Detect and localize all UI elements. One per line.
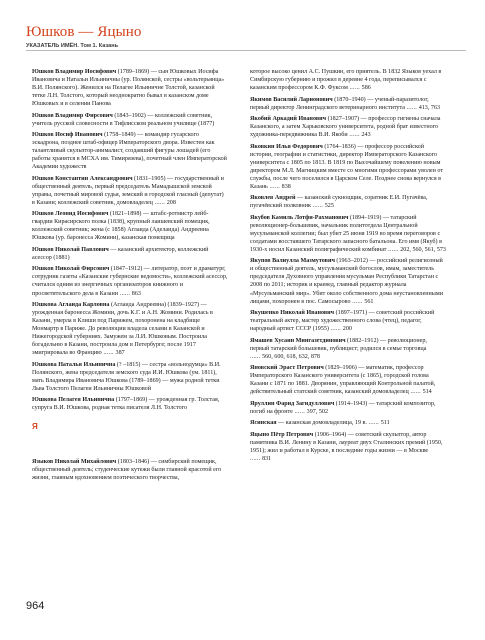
index-entry [250,194,446,210]
index-entry [250,214,446,254]
entry-page-ref [367,420,390,426]
running-header [26,24,466,50]
leader-dots: ...... [310,203,325,210]
page-number: 964 [26,600,45,612]
entry-description: (1843–1902) — коллежский советник, учитель русской словесности в Тифлисском реальном училище (1877) [32,112,215,127]
entry-description: (1882–1912) — революционер, первый татарский большевик, публицист; родился в семье торговца [250,337,427,352]
entry-description: (1764–1836) — профессор российской истории, географии и статистики, директор Императорского Казанского университета с 1805 по 1813. В 1819 по Высочайшему повелению новым директором М.Л. Магницким вместе со многими профессорами уволен от службы, после чего поселился в Царском Селе. Позднее снова вернулся в Казань [250,143,444,190]
entry-name: Юшков Леонид Иосифович [32,211,109,218]
entry-description: (1829–1906) — математик, профессор Императорского Казанского университета (с 1865), городской голова Казани с 1871 по 1881. Дворянин, управляющий Контрольной палатой, действительный статский советник, казанский домовладелец [250,365,436,396]
entry-name: Юшков Николай Фирсович [32,266,110,273]
entry-page-number: 511 [380,420,390,427]
entry-description: (1870–1940) — ученый-паразитолог, первый директор Ленинградского ветеринарного института [250,96,429,111]
entry-page-ref [311,203,334,209]
entry-page-ref [102,350,125,356]
index-entry [250,68,446,92]
header-title: Юшков — Яцыно [26,24,142,40]
entry-description: (1963–2012) — российский религиозный и общественный деятель, мусульманский богослов, имам, заместитель председателя Духовного управления мусульман Республики Татарстан с 2008 по 2011; историк и краевед, главный редактор журнала «Мусульманский мир». Убит около собственного дома неустановленными лицами, похоронен в пос. Самосырово [250,258,444,305]
entry-page-number: 561 [364,298,374,305]
entry-name: Юшков Владимир Иосифович [32,69,117,75]
entry-page-number: 387 [115,350,125,357]
entry-page-number: 863 [131,290,141,297]
entry-page-ref [348,85,371,91]
entry-page-ref [386,247,446,253]
entry-page-number: 208 [166,199,176,206]
entry-page-number: 586 [361,85,371,92]
index-entry [250,337,446,361]
entry-page-ref [351,299,374,305]
index-entry [250,115,446,139]
entry-page-number: 200 [342,326,352,333]
entry-description: (1906–1964) — советский скульптор, автор памятника В.И. Ленину в Казани, лауреат двух Сталинских премий (1950, 1951); жил и работал в Курске, в последние годы жизни — в Москве [250,431,443,454]
entry-description: (1758–1849) — командир гусарского эскадрона, позднее штаб-офицер Императорского двора. Известен как талантливый скульптор-анималист, создавший фигуры лошадей (его работы хранятся в МСХА им. Тимирязева), почетный член Императорской Академии художеств [32,132,227,171]
entry-page-ref [250,354,320,360]
entry-name: Юшкова Наталья Ильинична [32,361,116,368]
entry-page-number: 202, 560, 561, 573 [400,246,446,253]
leader-dots: ...... [101,350,116,357]
entry-name: Яковлев Андрей [250,195,296,202]
entry-name: Якимов Василий Ларионович [250,96,333,103]
index-entry [32,265,228,297]
section-letter: Я [32,422,38,432]
entry-name: Юшков Иосиф Иванович [32,132,103,139]
entry-description: (1821–1898) — штабс-ротмистр лейб-гвардии Кирасирского полка (1838), крупный лаишевский помещик, коллежский советник; жена (с 1858) Аглаида (Аделаида) Андреевна Юшкова (ур. баронесса Жомини), казанская помещица [32,211,210,242]
entry-page-ref [118,291,141,297]
leader-dots: ...... [118,290,132,297]
index-entry [32,396,228,412]
leader-dots: ...... [386,246,401,253]
entry-name: Юшкова Аглаида Карловна [32,301,110,308]
entry-page-number: 397, 502 [306,408,328,415]
entry-name: Яруллин Фарид Загидуллович [250,400,335,407]
index-entry [250,419,446,427]
index-entry [32,458,228,482]
index-entry [32,131,228,171]
entry-name: Яновский Эраст Петрович [250,365,324,372]
entry-description: (1897–1971) — советский российский театральный актер, мастер художественного слова (чтец), педагог, народный артист СССР (1955) [250,310,435,333]
index-entry [32,112,228,128]
index-entry [32,175,228,207]
entry-page-ref [348,132,371,138]
entry-page-number: 838 [281,183,291,190]
leader-dots: ...... [152,199,167,206]
index-entry [250,257,446,305]
entry-description: (Аглаида Андреевна) (1839–1927) — урожденная баронесса Жомини, дочь К.Г. и А.Н. Жомини. Родилась в Казани, умерла в Клиши под Парижем, похоронена на кладбище Монмартр в Париже. До революции владела селами в Казанской и Нижегородской губерниях. Замужем за Л.И. Юшковым. Построила богадельню в Казани, построила дом в Петербурге; после 1917 эмигрировала во Францию [32,301,213,357]
entry-name: Ямашев Хусаин Мингазетдинович [250,337,346,344]
right-column [250,68,446,466]
leader-dots: ...... [292,408,307,415]
index-entry [250,400,446,416]
entry-description: — казанский сукноцщик, соратник Е.И. Пугачёва, пугачёвский полковник [250,195,428,210]
leader-dots: ...... [347,85,362,92]
index-entry [250,96,446,112]
entry-page-ref [250,456,271,462]
leader-dots: ...... [267,183,282,190]
index-entry [250,309,446,333]
entry-page-number: 525 [324,203,334,210]
index-entry [32,361,228,393]
entry-name: Яковкин Илья Федорович [250,143,323,150]
entry-page-number: 831 [262,455,272,462]
index-entry [32,68,228,108]
leader-dots: ...... [350,298,365,305]
leader-dots: ...... [404,104,419,111]
entry-name: Языков Николай Михайлович [32,459,117,466]
entry-description: (1803–1846) — симбирский помещик, общественный деятель; студенческие кутежи были главной красотой его жизни, главным вдохновением поэтического творчества, [32,459,222,482]
index-entry [32,246,228,262]
entry-name: Якушенко Николай Иванович [250,310,335,316]
entry-name: Юшков Николай Павлович [32,246,109,253]
entry-page-number: 560, 600, 618, 632, 878 [262,353,320,360]
entry-description: (1797–1869) — урожденная гр. Толстая, супруга В.И. Юшкова, родная тетка писателя Л.Н. Толстого [32,397,220,412]
entry-description: — казанский архитектор, коллежский асессор (1881) [32,246,209,261]
entry-page-ref [405,105,440,111]
entry-description: (1914–1943) — татарский композитор, погиб на фронте [250,400,436,415]
index-entry [32,210,228,242]
entry-description: (? –1815) — сестра «вольнодумца» В.И. Полянского, жена председателя земского суда И.И. Юшкова (ум. 1811), мать Владимира Ивановича Юшкова (1789–1869) — мужа родной тетки Льва Толстого Пелагеи Ильиничны Юшковой [32,361,221,392]
entry-name: Юшков Константин Александрович [32,175,133,182]
entry-description: (1847–1912) — литератор, поэт и драматург, сотрудник газеты «Казанские губернские ведомости», коллежский асессор, считался одним из энергичных организаторов книжного и просветительского дела в Казани [32,266,228,297]
entry-name: Якупов Валиулла Мазмутович [250,258,335,265]
entry-page-number: 243 [361,132,371,139]
leader-dots: ...... [347,132,362,139]
index-entry [32,301,228,357]
leader-dots: ...... [408,389,423,396]
header-subtitle: УКАЗАТЕЛЬ ИМЁН. Том 1. Казань [26,43,119,49]
entry-description: (1789–1869) — сын Юшковых Иосифа Ивановича и Натальи Ильиничны (ур. Полянской, сестры «вольтерьянца» В.И. Полянского). Женился на Пелагее Ильиничне Толстой, казанской тетке Л.Н. Толстого, который неоднократно бывал в казанском доме Юшковых и в селении Панова [32,69,225,108]
leader-dots: ...... [250,353,263,360]
leader-dots: ...... [250,455,263,462]
header-divider [26,50,466,51]
index-entry [250,431,446,463]
entry-page-number: 413, 763 [418,104,441,111]
entry-description: (1894–1919) — татарский революционер-большевик, начальник политотдела Центральной мусульманской коллегии; был убит 25 июня 1919 во время переговоров с солдатами восставшего Татарского запасного батальона. Его имя (Якуб) в 1930-х носил Казанский полиграфический комбинат [250,214,442,253]
entry-page-ref [268,184,291,190]
entry-page-ref [153,200,176,206]
leader-dots: ...... [366,420,381,427]
entry-name: Якобий Аркадий Иванович [250,116,327,123]
entry-description: (1827–1907) — профессор гигиены сначала Казанского, а затем Харьковского университета, родной брат известного художника-передвижника В.И. Якоби [250,116,441,139]
entry-name: Ясинская [250,420,277,427]
entry-page-ref [329,326,352,332]
entry-description: которое высоко ценил А.С. Пушкин, его приятель. В 1832 Языков уехал в Симбирскую губернию и прожил в деревне 4 года, переписывался с казанским профессором К.Ф. Фуксом [250,69,442,92]
entry-page-ref [409,389,432,395]
entry-page-ref [293,409,328,415]
index-entry [250,143,446,191]
index-entry [250,364,446,396]
entry-name: Юшкова Пелагея Ильинична [32,397,115,404]
left-column [32,68,228,486]
entry-name: Яцыно Пётр Петрович [250,431,314,438]
entry-description: (1831–1905) — государственный и общественный деятель, первый председатель Мамадышской земской управы, почетный мировой судья, земский и городской гласный (депутат) в Казани; коллежский советник, домовладелец [32,175,224,206]
entry-name: Юшков Владимир Фирсович [32,112,113,119]
entry-description: — казанская домовладелица, 19 в. [276,420,367,427]
leader-dots: ...... [328,326,343,333]
entry-name: Якубов Камиль Лотфи-Рахманович [250,214,349,221]
entry-page-number: 514 [422,389,432,396]
